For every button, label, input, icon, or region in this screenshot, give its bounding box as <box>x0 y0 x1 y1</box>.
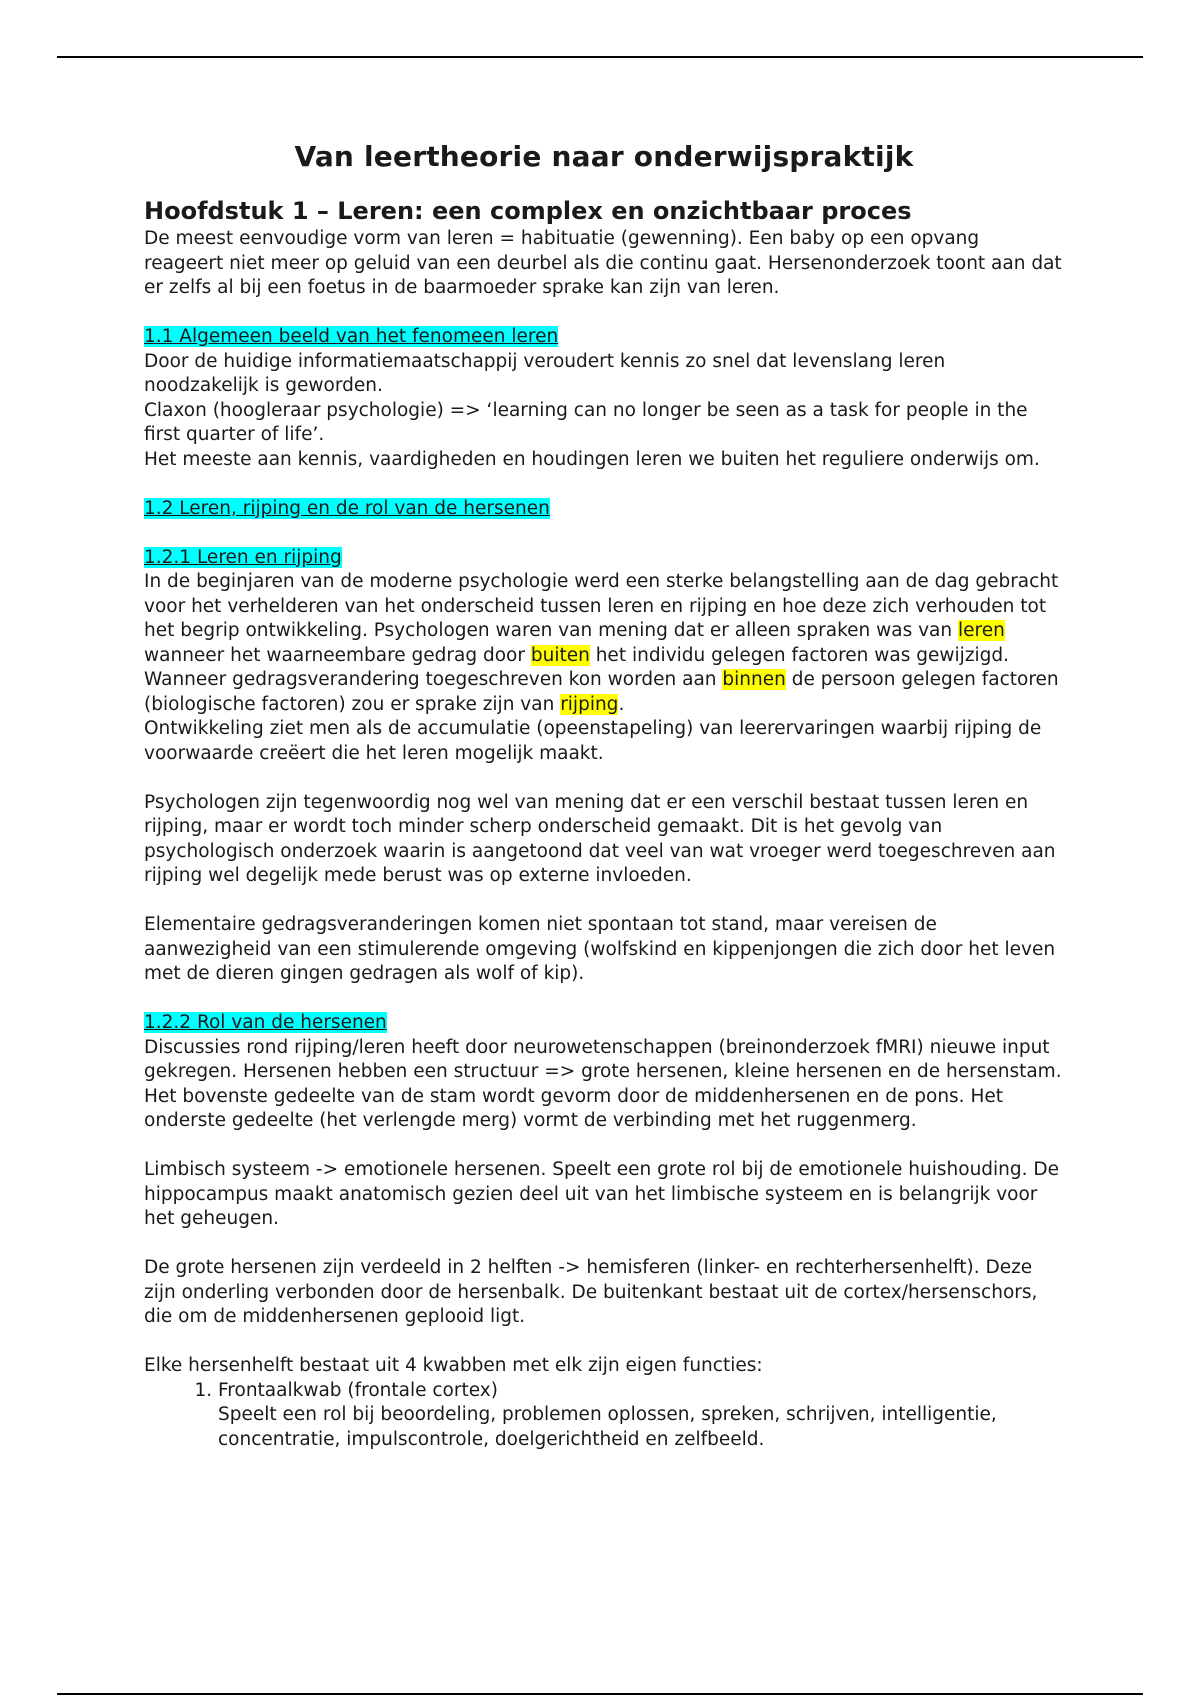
paragraph: De grote hersenen zijn verdeeld in 2 helften -> hemisferen (linker- en rechterhersenhelft). Deze zijn onderling verbonden door de hersenbalk. De buitenkant bestaat uit de cortex/hersenschors, die om de middenhersenen geplooid ligt. <box>144 1257 1038 1327</box>
paragraph: Claxon (hoogleraar psychologie) => ‘learning can no longer be seen as a task for people in the first quarter of life’. <box>144 399 1028 445</box>
paragraph: Psychologen zijn tegenwoordig nog wel van mening dat er een verschil bestaat tussen leren en rijping, maar er wordt toch minder scherp onderscheid gemaakt. Dit is het gevolg van psychologisch onderzoek waarin is aangetoond dat veel van wat vroeger werd toegeschreven aan rijping wel degelijk mede berust was op externe invloeden. <box>144 791 1056 886</box>
paragraph: Door de huidige informatiemaatschappij veroudert kennis zo snel dat levenslang leren noodzakelijk is geworden. <box>144 350 946 396</box>
paragraph: Limbisch systeem -> emotionele hersenen. Speelt een grote rol bij de emotionele huishouding. De hippocampus maakt anatomisch gezien deel uit van het limbische systeem en is belangrijk voor het geheugen. <box>144 1159 1060 1229</box>
highlight: leren <box>958 620 1005 641</box>
paragraph: In de beginjaren van de moderne psychologie werd een sterke belangstelling aan de dag gebracht voor het verhelderen van het onderscheid tussen leren en rijping en hoe deze zich verhouden tot het begrip ontwikkeling. Psychologen waren van mening dat er alleen spraken was van leren wanneer het waarneembare gedrag door buiten het individu gelegen factoren was gewijzigd. <box>144 571 1059 666</box>
section-heading-1-2-1: 1.2.1 Leren en rijping <box>144 546 342 568</box>
section-heading-1-2: 1.2 Leren, rijping en de rol van de hersenen <box>144 497 550 519</box>
highlight: rijping <box>560 693 619 715</box>
top-rule <box>57 56 1143 58</box>
list-item <box>218 1379 1064 1453</box>
highlight: buiten <box>530 644 590 666</box>
highlight: binnen <box>722 669 786 690</box>
section-heading-1-2-2: 1.2.2 Rol van de hersenen <box>144 1012 387 1033</box>
paragraph: Het meeste aan kennis, vaardigheden en houdingen leren we buiten het reguliere onderwijs om. <box>144 448 1040 470</box>
chapter-heading: Hoofdstuk 1 – Leren: een complex en onzichtbaar proces <box>144 197 912 225</box>
document-body <box>144 140 1064 1452</box>
paragraph: Wanneer gedragsverandering toegeschreven kon worden aan binnen de persoon gelegen factoren (biologische factoren) zou er sprake zijn van rijping. <box>144 669 1059 715</box>
document-title: Van leertheorie naar onderwijspraktijk <box>294 140 914 173</box>
lobe-list <box>144 1379 1064 1453</box>
bottom-rule <box>57 1693 1143 1695</box>
paragraph: Elke hersenhelft bestaat uit 4 kwabben met elk zijn eigen functies: <box>144 1355 763 1376</box>
paragraph: Discussies rond rijping/leren heeft door neurowetenschappen (breinonderzoek fMRI) nieuwe input gekregen. Hersenen hebben een structuur => grote hersenen, kleine hersenen en de hersenstam. Het bovenste gedeelte van de stam wordt gevorm door de middenhersenen en de pons. Het onderste gedeelte (het verlengde merg) vormt de verbinding met het ruggenmerg. <box>144 1036 1062 1131</box>
paragraph: Elementaire gedragsveranderingen komen niet spontaan tot stand, maar vereisen de aanwezigheid van een stimulerende omgeving (wolfskind en kippenjongen die zich door het leven met de dieren gingen gedragen als wolf of kip). <box>144 914 1056 984</box>
section-heading-1-1: 1.1 Algemeen beeld van het fenomeen leren <box>144 326 559 347</box>
list-item-title: 1. Frontaalkwab (frontale cortex) <box>218 1379 498 1401</box>
paragraph: Ontwikkeling ziet men als de accumulatie (opeenstapeling) van leerervaringen waarbij rijping de voorwaarde creëert die het leren mogelijk maakt. <box>144 718 1042 764</box>
intro-paragraph: De meest eenvoudige vorm van leren = habituatie (gewenning). Een baby op een opvang reageert niet meer op geluid van een deurbel als die continu gaat. Hersenonderzoek toont aan dat er zelfs al bij een foetus in de baarmoeder sprake kan zijn van leren. <box>144 228 1062 298</box>
list-item-desc: Speelt een rol bij beoordeling, problemen oplossen, spreken, schrijven, intelligentie, concentratie, impulscontrole, doelgerichtheid en zelfbeeld. <box>218 1404 997 1450</box>
